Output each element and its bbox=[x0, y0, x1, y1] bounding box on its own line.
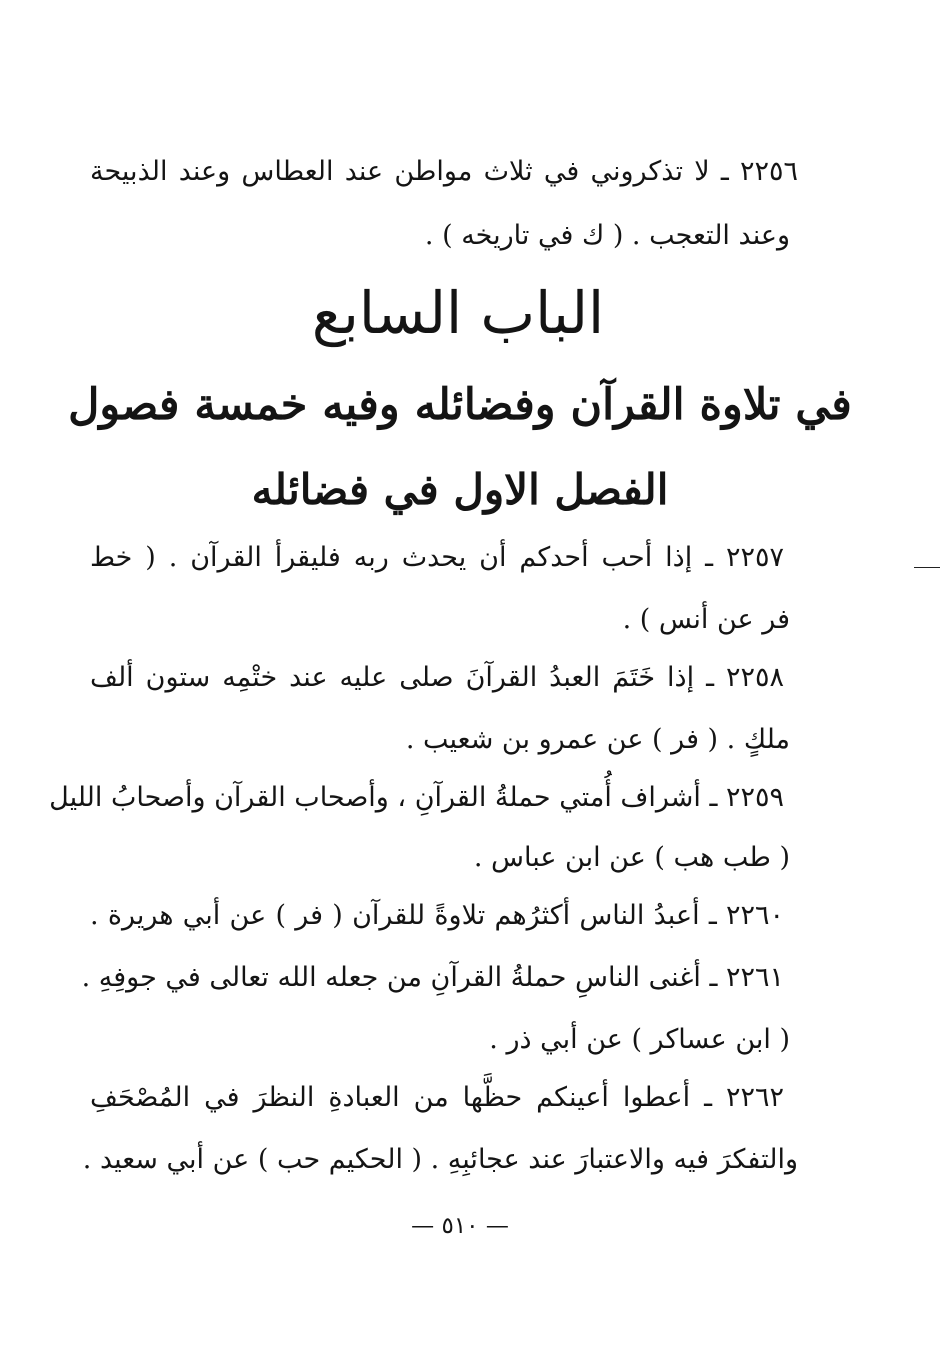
hadith-2259-line-1: ٢٢٥٩ ـ أشراف أُمتي حملةُ القرآنِ ، وأصحاب القرآن وأصحابُ الليل bbox=[49, 782, 784, 813]
chapter-title: الباب السابع bbox=[311, 279, 605, 347]
hadith-2262-line-2: والتفكرَ فيه والاعتبارَ عند عجائبِهِ . ( الحكيم حب ) عن أبي سعيد . bbox=[82, 1144, 798, 1175]
hadith-2259-line-2: ( طب هب ) عن ابن عباس . bbox=[473, 842, 790, 873]
section-title: الفصل الاول في فضائله bbox=[251, 465, 669, 514]
hadith-2256-line-2: وعند التعجب . ( ك في تاريخه ) . bbox=[424, 220, 790, 251]
hadith-2257-line-2: فر عن أنس ) . bbox=[622, 604, 790, 635]
hadith-2258-line-1: ٢٢٥٨ ـ إذا خَتَمَ العبدُ القرآنَ صلى عليه عند ختْمِه ستون ألف bbox=[90, 662, 784, 693]
hadith-2262-line-1: ٢٢٦٢ ـ أعطوا أعينكم حظَّها من العبادةِ النظرَ في المُصْحَفِ bbox=[90, 1082, 784, 1113]
hadith-2260-line-1: ٢٢٦٠ ـ أعبدُ الناس أكثرُهم تلاوةً للقرآن ( فر ) عن أبي هريرة . bbox=[90, 900, 784, 931]
hadith-2261-line-2: ( ابن عساكر ) عن أبي ذر . bbox=[489, 1024, 790, 1055]
margin-mark bbox=[914, 567, 940, 568]
hadith-2257-line-1: ٢٢٥٧ ـ إذا أحب أحدكم أن يحدث ربه فليقرأ القرآن . ( خط bbox=[90, 542, 784, 573]
page-number: — ٥١٠ — bbox=[411, 1213, 509, 1239]
hadith-2258-line-2: ملكٍ . ( فر ) عن عمرو بن شعيب . bbox=[405, 724, 790, 755]
hadith-2256-line-1: ٢٢٥٦ ـ لا تذكروني في ثلاث مواطن عند العطاس وعند الذبيحة bbox=[90, 156, 798, 187]
chapter-subtitle: في تلاوة القرآن وفضائله وفيه خمسة فصول bbox=[68, 380, 852, 430]
hadith-2261-line-1: ٢٢٦١ ـ أغنى الناسِ حملةُ القرآنِ من جعله الله تعالى في جوفِهِ . bbox=[81, 962, 784, 993]
